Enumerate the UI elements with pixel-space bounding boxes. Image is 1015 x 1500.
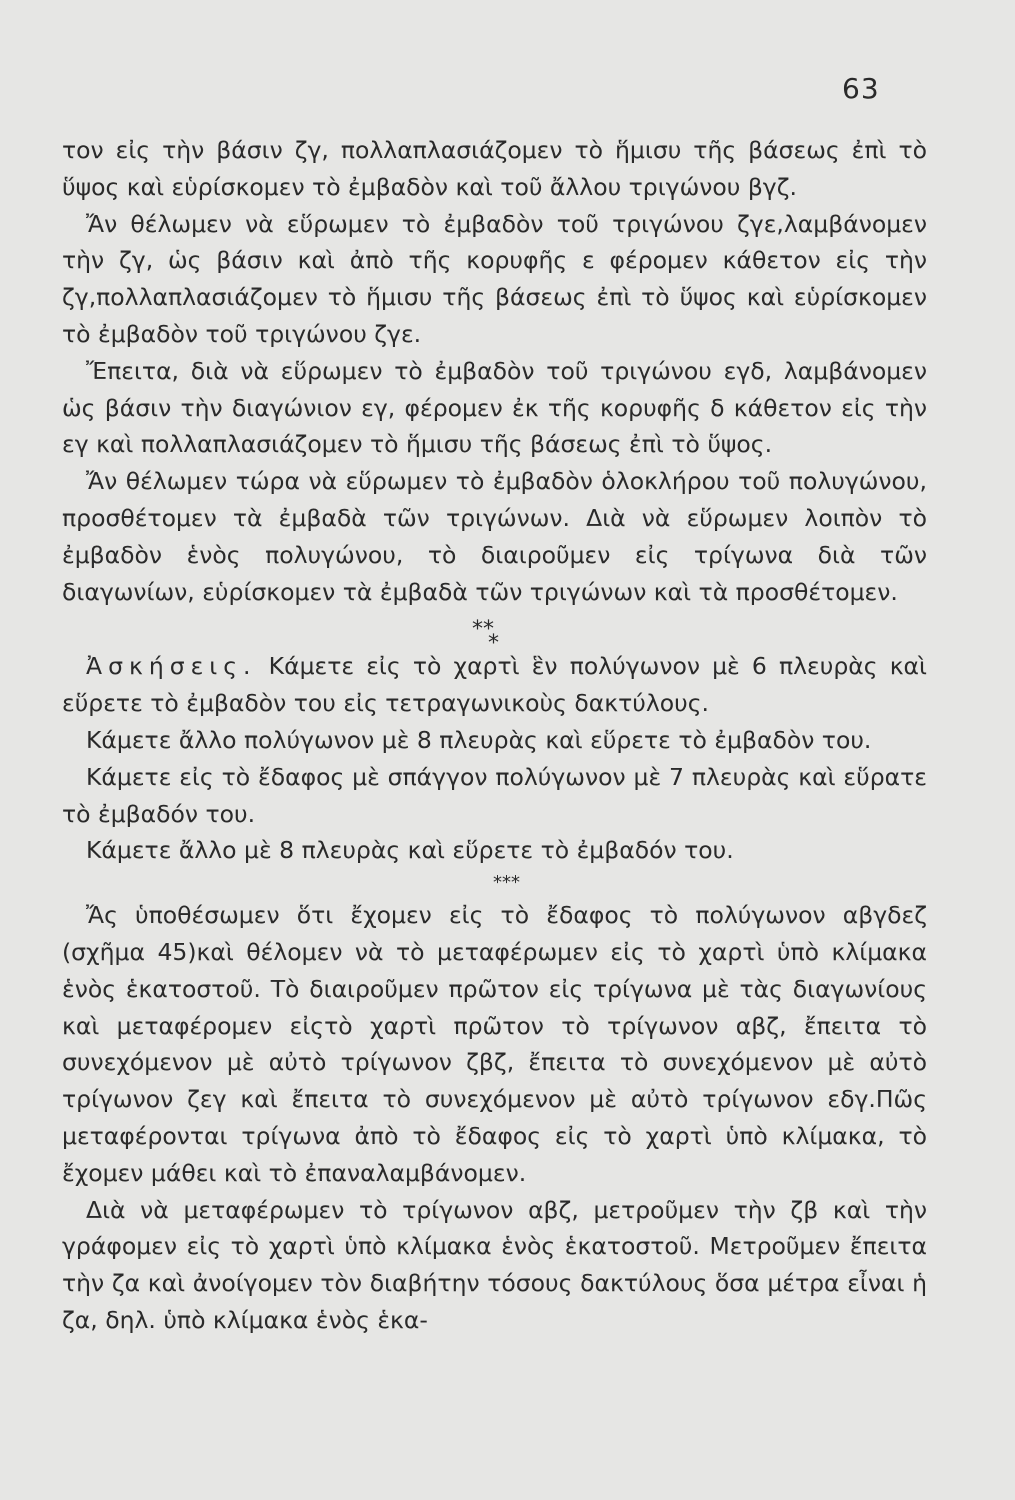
paragraph: Διὰ νὰ μεταφέρωμεν τὸ τρίγωνον αβζ, μετροῦμεν τὴν ζβ καὶ τὴν γράφομεν εἰς τὸ χαρτὶ ὑπὸ κλίμακα ἑνὸς ἑκατοστοῦ. Μετροῦμεν ἔπειτα τὴν ζα καὶ ἀνοίγομεν τὸν διαβήτην τόσους δακτύλους ὅσα μέτρα εἶναι ἡ ζα, δηλ. ὑπὸ κλίμακα ἑνὸς ἑκα- xyxy=(62,1195,927,1334)
paragraph: Ἄν θέλωμεν τώρα νὰ εὕρωμεν τὸ ἐμβαδὸν ὁλοκλήρου τοῦ πολυγώνου, προσθέτομεν τὰ ἐμβαδὰ τῶν τριγώνων. Διὰ νὰ εὕρωμεν λοιπὸν τὸ ἐμβαδὸν ἑνὸς πολυγώνου, τὸ διαιροῦμεν εἰς τρίγωνα διὰ τῶν διαγωνίων, εὑρίσκομεν τὰ ἐμβαδὰ τῶν τριγώνων καὶ τὰ προσθέτομεν. xyxy=(62,467,927,606)
paragraph: Ἔπειτα, διὰ νὰ εὕρωμεν τὸ ἐμβαδὸν τοῦ τριγώνου εγδ, λαμβάνομεν ὡς βάσιν τὴν διαγώνιον εγ, φέρομεν ἐκ τῆς κορυφῆς δ κάθετον εἰς τὴν εγ καὶ πολλαπλασιάζομεν τὸ ἥμισυ τῆς βάσεως ἐπὶ τὸ ὕψος. xyxy=(62,356,927,459)
paragraph: τον εἰς τὴν βάσιν ζγ, πολλαπλασιάζομεν τὸ ἥμισυ τῆς βάσεως ἐπὶ τὸ ὕψος καὶ εὑρίσκομεν τὸ ἐμβαδὸν καὶ τοῦ ἄλλου τριγώνου βγζ. xyxy=(62,136,927,201)
section-separator xyxy=(62,610,927,657)
paragraph: Ἄς ὑποθέσωμεν ὅτι ἔχομεν εἰς τὸ ἔδαφος τὸ πολύγωνον αβγδεζ (σχῆμα 45)καὶ θέλομεν νὰ τὸ μεταφέρωμεν εἰς τὸ χαρτὶ ὑπὸ κλίμακα ἑνὸς ἑκατοστοῦ. Τὸ διαιροῦμεν πρῶτον εἰς τρίγωνα μὲ τὰς διαγωνίους καὶ μεταφέρομεν εἰςτὸ χαρτὶ πρῶτον τὸ τρίγωνον αβζ, ἔπειτα τὸ συνεχόμενον μὲ αὐτὸ τρίγωνον ζβζ, ἔπειτα τὸ συνεχόμενον μὲ αὐτὸ τρίγωνον ζεγ καὶ ἔπειτα τὸ συνεχόμενον μὲ αὐτὸ τρίγωνον εδγ.Πῶς μεταφέρονται τρίγωνα ἀπὸ τὸ ἔδαφος εἰς τὸ χαρτὶ ὑπὸ κλίμακα, τὸ ἔχομεν μάθει καὶ τὸ ἐπαναλαμβάνομεν. xyxy=(62,901,927,1187)
separator-stars-bottom: * xyxy=(488,631,499,657)
exercise-item: Κάμετε ἄλλο μὲ 8 πλευρὰς καὶ εὕρετε τὸ ἐμβαδόν του. xyxy=(86,836,734,865)
page-number: 63 xyxy=(842,72,880,105)
section-separator: *** xyxy=(493,872,520,894)
paragraph: Ἄν θέλωμεν νὰ εὕρωμεν τὸ ἐμβαδὸν τοῦ τριγώνου ζγε,λαμβάνομεν τὴν ζγ, ὡς βάσιν καὶ ἀπὸ τῆς κορυφῆς ε φέρομεν κάθετον εἰς τὴν ζγ,πολλαπλασιάζομεν τὸ ἥμισυ τῆς βάσεως ἐπὶ τὸ ὕψος καὶ εὑρίσκομεν τὸ ἐμβαδὸν τοῦ τριγώνου ζγε. xyxy=(62,209,927,348)
exercise-text: Κάμετε εἰς τὸ χαρτὶ ἓν πολύγωνον μὲ 6 πλευρὰς καὶ εὕρετε τὸ ἐμβαδὸν του εἰς τετραγωνικοὺς δακτύλους. xyxy=(62,652,927,718)
exercise-item: Κάμετε ἄλλο πολύγωνον μὲ 8 πλευρὰς καὶ εὕρετε τὸ ἐμβαδὸν του. xyxy=(86,725,872,754)
separator-stars-top: ** xyxy=(472,617,494,643)
exercises-heading: Ἀσκήσεις. xyxy=(86,652,257,681)
exercise-item: Κάμετε εἰς τὸ ἔδαφος μὲ σπάγγον πολύγωνον μὲ 7 πλευρὰς καὶ εὕρατε τὸ ἐμβαδόν του. xyxy=(62,762,927,828)
page-body xyxy=(62,132,927,1339)
